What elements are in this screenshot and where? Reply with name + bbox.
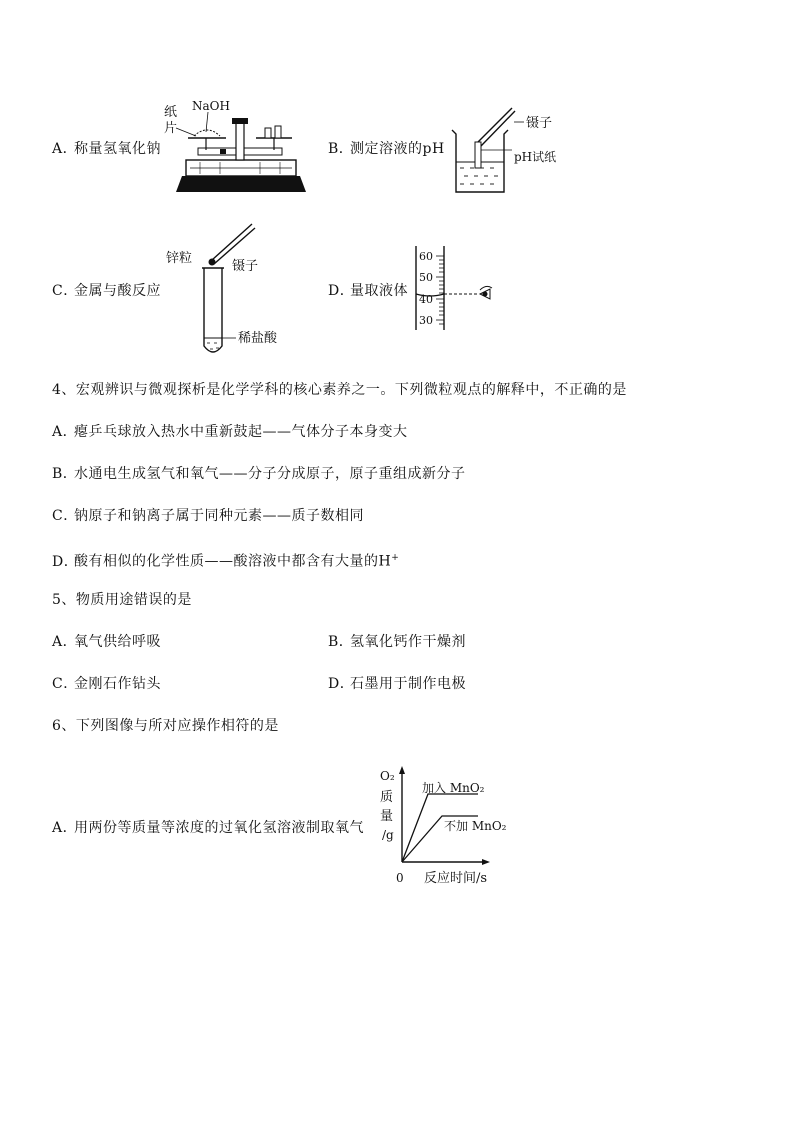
label-paper-1: 纸 [164,105,178,120]
option-text: 金刚石作钻头 [74,676,161,692]
q3-option-b[interactable] [328,140,445,158]
q4-stem: 4、宏观辨识与微观探析是化学学科的核心素养之一。下列微粒观点的解释中，不正确的是 [52,382,627,398]
q4-option-d[interactable] [52,549,399,571]
label-ph-paper: pH试纸 [514,150,557,164]
q3-option-a[interactable] [52,140,161,158]
option-label: C． [52,283,78,299]
tick-40: 40 [419,293,433,306]
option-label: C． [52,508,78,524]
q4-option-b[interactable] [52,465,466,483]
graduated-cylinder-figure [414,246,514,332]
tick-50: 50 [419,271,433,284]
q3-option-c[interactable] [52,282,161,300]
label-tweezers: 镊子 [232,259,259,274]
option-label: B． [328,141,354,157]
q5-stem: 5、物质用途错误的是 [52,592,192,608]
option-text: 石墨用于制作电极 [350,676,466,692]
y-label-char-1: 质 [380,790,394,805]
q4-option-a[interactable] [52,423,408,441]
option-text: 称量氢氧化钠 [74,141,161,157]
q5-option-a[interactable] [52,633,161,651]
option-label: A． [52,141,78,157]
option-text: 酸有相似的化学性质——酸溶液中都含有大量的H [74,553,392,570]
q4-option-c[interactable] [52,507,364,525]
curve-2-label: 不加 MnO₂ [444,819,507,833]
option-text: 瘪乒乓球放入热水中重新鼓起——气体分子本身变大 [74,424,408,440]
y-label-o2: O₂ [380,769,395,783]
y-label-char-2: 量 [380,809,394,824]
option-label: D． [52,553,79,570]
option-text: 水通电生成氢气和氧气——分子分成原子，原子重组成新分子 [74,466,466,482]
y-label-char-3: /g [382,828,394,842]
option-label: A． [52,820,78,836]
label-naoh: NaOH [192,99,230,113]
curve-1-label: 加入 MnO₂ [422,781,485,795]
option-text: 钠原子和钠离子属于同种元素——质子数相同 [74,508,364,524]
option-text: 用两份等质量等浓度的过氧化氢溶液制取氧气 [74,820,364,836]
option-label: B． [328,634,354,650]
x-label: 反应时间/s [424,871,488,886]
q5-option-d[interactable] [328,675,466,693]
option-label: A． [52,634,78,650]
test-tube-figure [166,220,296,360]
label-tweezers: 镊子 [526,116,553,131]
oxygen-mass-graph [374,764,524,890]
label-paper-2: 片 [164,121,178,136]
q3-option-d[interactable] [328,282,408,300]
tick-30: 30 [419,314,433,327]
origin-label: 0 [396,871,404,885]
option-label: D． [328,676,355,692]
option-label: A． [52,424,78,440]
option-label: B． [52,466,78,482]
option-text: 氢氧化钙作干燥剂 [350,634,466,650]
label-zinc: 锌粒 [166,251,193,266]
q5-option-c[interactable] [52,675,161,693]
option-text: 氧气供给呼吸 [74,634,161,650]
tick-60: 60 [419,250,433,263]
option-label: C． [52,676,78,692]
option-text: 金属与酸反应 [74,283,161,299]
option-text: 测定溶液的pH [350,141,445,157]
beaker-ph-figure [444,104,574,196]
label-acid: 稀盐酸 [238,331,278,346]
q6-stem: 6、下列图像与所对应操作相符的是 [52,718,279,734]
balance-figure [160,98,310,194]
q5-option-b[interactable] [328,633,466,651]
option-text: 量取液体 [350,283,408,299]
q6-option-a[interactable] [52,819,364,837]
superscript-plus: + [391,553,400,563]
option-label: D． [328,283,355,299]
